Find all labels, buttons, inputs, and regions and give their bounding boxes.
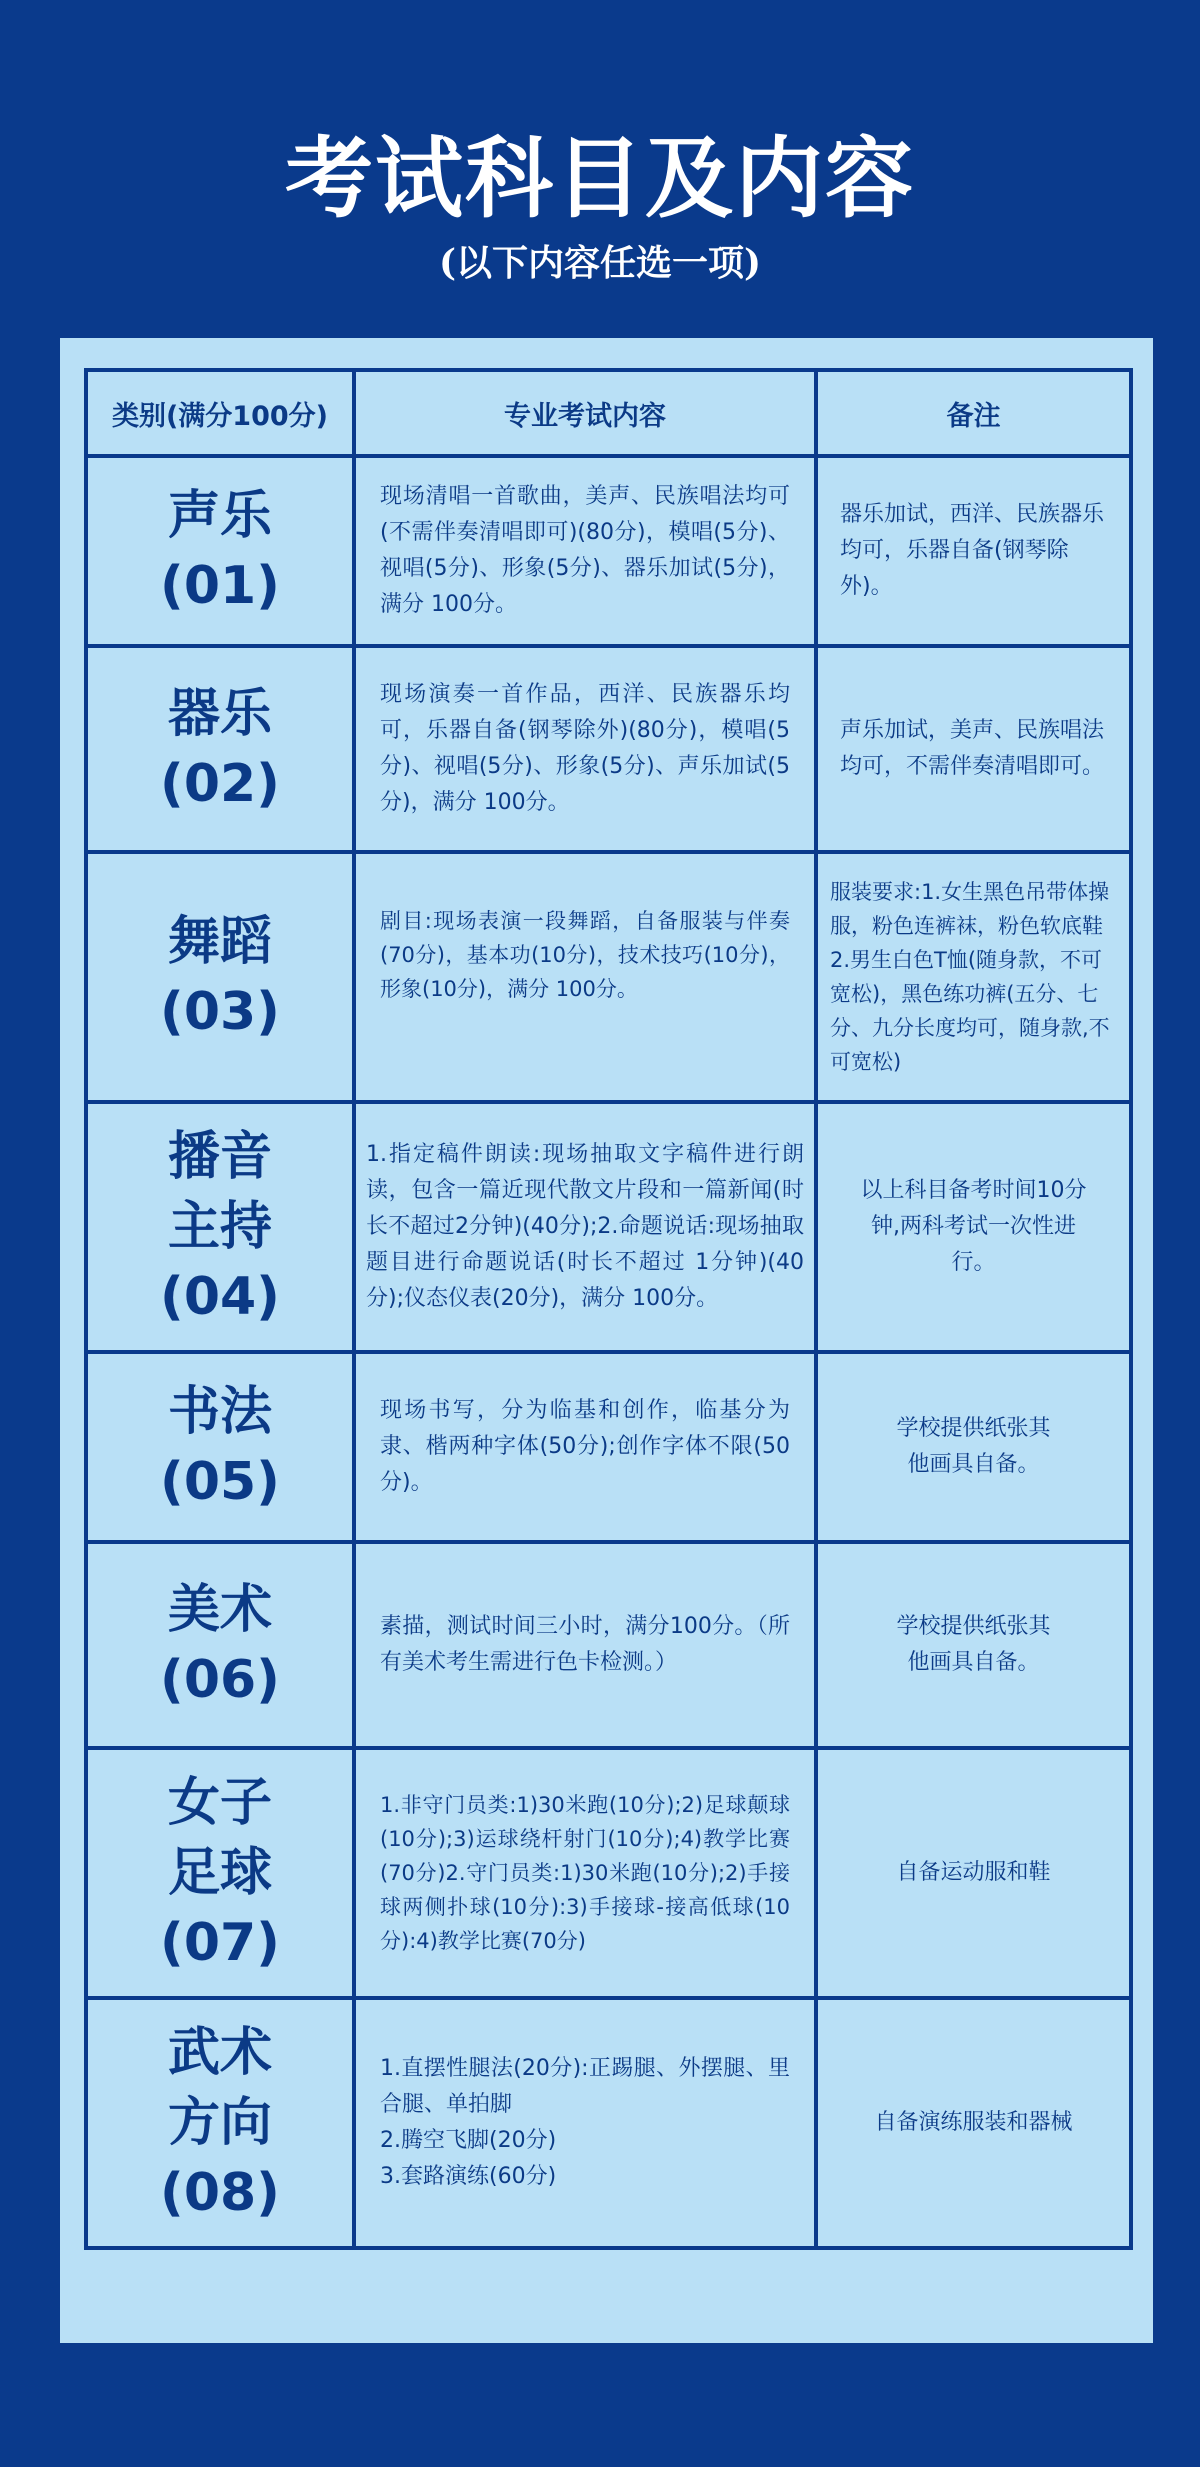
- table-row: [86, 1542, 1131, 1748]
- content-cell: [354, 852, 816, 1102]
- category-cell: [86, 1998, 354, 2248]
- content-line: 2.腾空飞脚(20分): [380, 2128, 557, 2153]
- category-cell: [86, 852, 354, 1102]
- table-row: [86, 852, 1131, 1102]
- column-header-content: 专业考试内容: [354, 370, 816, 456]
- content-cell: [354, 1102, 816, 1352]
- content-text: 剧目:现场表演一段舞蹈，自备服装与伴奏(70分)，基本功(10分)，技术技巧(10分)，形象(10分)，满分 100分。: [380, 909, 790, 1001]
- category-code: (01): [160, 556, 280, 616]
- table-row: [86, 1998, 1131, 2248]
- category-cell: [86, 646, 354, 852]
- category-name: 声乐: [167, 486, 272, 546]
- category-name: 播音: [167, 1127, 272, 1187]
- category-name-2: 足球: [167, 1843, 272, 1903]
- note-text: 服装要求:1.女生黑色吊带体操服，粉色连裤袜，粉色软底鞋2.男生白色T恤(随身款，不可宽松)，黑色练功裤(五分、七分、九分长度均可，随身款,不可宽松): [830, 880, 1110, 1074]
- category-code: (06): [160, 1650, 280, 1710]
- note-text: 自备运动服和鞋: [896, 1860, 1051, 1885]
- note-text: 声乐加试，美声、民族唱法均可，不需伴奏清唱即可。: [840, 718, 1105, 779]
- category-name: 器乐: [167, 684, 272, 744]
- category-cell: [86, 1352, 354, 1542]
- category-name-2: 方向: [167, 2093, 272, 2153]
- note-cell: [816, 1352, 1131, 1542]
- content-cell: [354, 646, 816, 852]
- content-cell: [354, 1748, 816, 1998]
- note-text: 自备演练服装和器械: [874, 2110, 1073, 2135]
- note-cell: [816, 1542, 1131, 1748]
- category-code: (05): [160, 1452, 280, 1512]
- note-text: 以上科目备考时间10分钟,两科考试一次性进行。: [860, 1178, 1087, 1275]
- page-title: 考试科目及内容: [284, 126, 915, 230]
- content-cell: [354, 1352, 816, 1542]
- content-cell: [354, 456, 816, 646]
- content-text: 1.非守门员类:1)30米跑(10分);2)足球颠球(10分);3)运球绕杆射门(10分);4)教学比赛(70分)2.守门员类:1)30米跑(10分);2)手接球两侧扑球(10分):3)手接球-接高低球(10分):4)教学比赛(70分): [380, 1793, 790, 1953]
- category-name-2: 主持: [167, 1197, 272, 1257]
- category-code: (03): [160, 982, 280, 1042]
- note-cell: [816, 456, 1131, 646]
- exam-table: [84, 368, 1133, 2250]
- table-row: [86, 1102, 1131, 1352]
- category-cell: [86, 1748, 354, 1998]
- table-row: [86, 1748, 1131, 1998]
- category-name: 女子: [167, 1773, 272, 1833]
- note-text: 学校提供纸张其他画具自备。: [896, 1416, 1051, 1477]
- category-name: 书法: [167, 1382, 272, 1442]
- category-code: (08): [160, 2163, 280, 2223]
- note-text: 学校提供纸张其他画具自备。: [896, 1614, 1051, 1675]
- page-subtitle: (以下内容任选一项): [438, 242, 762, 284]
- content-text: 素描，测试时间三小时，满分100分。（所有美术考生需进行色卡检测。）: [380, 1614, 790, 1675]
- content-cell: [354, 1998, 816, 2248]
- content-cell: [354, 1542, 816, 1748]
- content-text: 现场书写，分为临基和创作，临基分为隶、楷两种字体(50分);创作字体不限(50分)。: [380, 1398, 790, 1495]
- note-cell: [816, 1748, 1131, 1998]
- category-code: (04): [160, 1267, 280, 1327]
- category-cell: [86, 1542, 354, 1748]
- table-row: [86, 646, 1131, 852]
- category-code: (02): [160, 754, 280, 814]
- header: [0, 0, 1200, 340]
- note-cell: [816, 1102, 1131, 1352]
- note-text: 器乐加试，西洋、民族器乐均可，乐器自备(钢琴除外)。: [840, 502, 1105, 599]
- column-header-category: 类别(满分100分): [86, 370, 354, 456]
- category-name: 武术: [167, 2023, 272, 2083]
- note-cell: [816, 1998, 1131, 2248]
- category-name: 美术: [167, 1580, 272, 1640]
- column-header-notes: 备注: [816, 370, 1131, 456]
- content-line: 3.套路演练(60分): [380, 2164, 557, 2189]
- note-cell: [816, 852, 1131, 1102]
- table-row: [86, 456, 1131, 646]
- note-cell: [816, 646, 1131, 852]
- content-text: 现场清唱一首歌曲，美声、民族唱法均可(不需伴奏清唱即可)(80分)，模唱(5分)、视唱(5分)、形象(5分)、器乐加试(5分)，满分 100分。: [380, 484, 790, 617]
- category-cell: [86, 456, 354, 646]
- category-code: (07): [160, 1913, 280, 1973]
- table-row: [86, 1352, 1131, 1542]
- category-name: 舞蹈: [167, 912, 272, 972]
- table-header-row: [86, 370, 1131, 456]
- content-line: 1.直摆性腿法(20分):正踢腿、外摆腿、里合腿、单拍脚: [380, 2056, 790, 2117]
- category-cell: [86, 1102, 354, 1352]
- content-text: 1.指定稿件朗读:现场抽取文字稿件进行朗读，包含一篇近现代散文片段和一篇新闻(时长不超过2分钟)(40分);2.命题说话:现场抽取题目进行命题说话(时长不超过 1分钟)(40分);仪态仪表(20分)，满分 100分。: [366, 1142, 804, 1311]
- content-text: 现场演奏一首作品，西洋、民族器乐均可，乐器自备(钢琴除外)(80分)，模唱(5分)、视唱(5分)、形象(5分)、声乐加试(5分)，满分 100分。: [380, 682, 790, 815]
